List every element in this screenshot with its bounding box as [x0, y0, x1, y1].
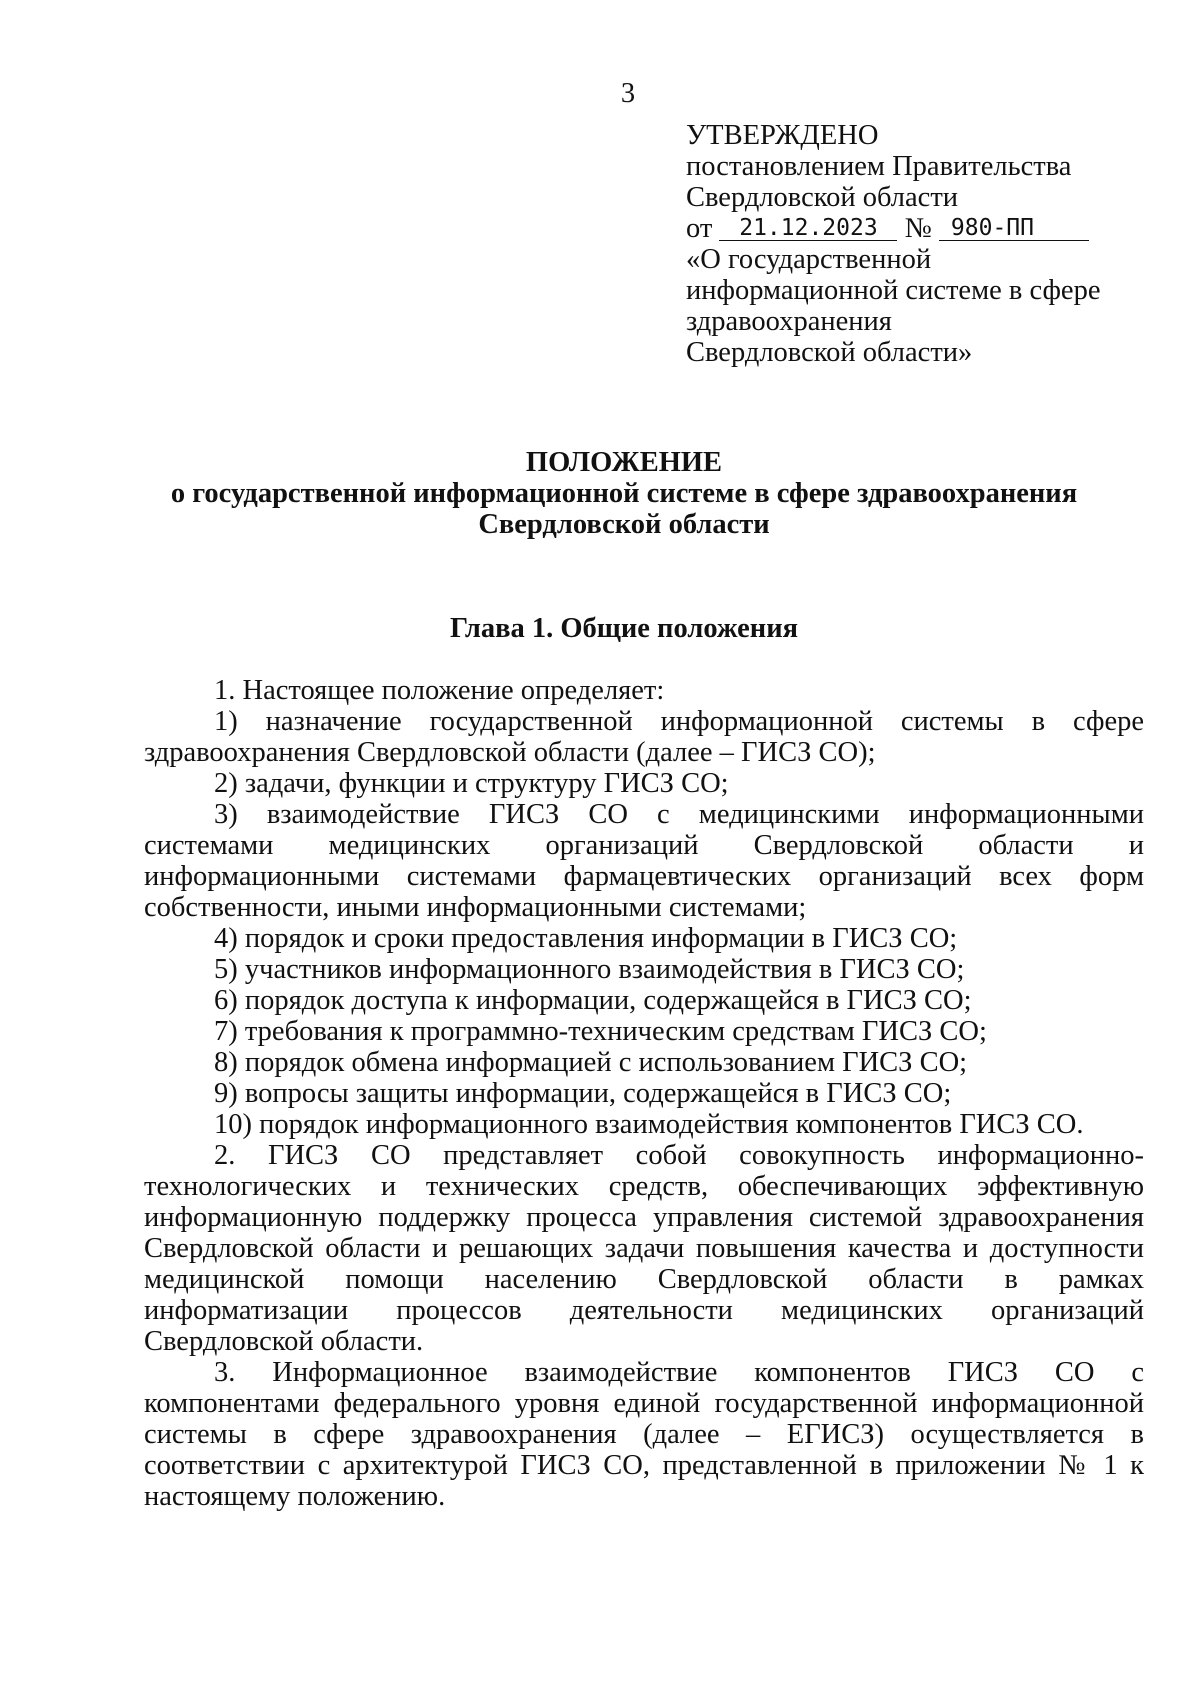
- approval-line: Свердловской области: [686, 182, 959, 213]
- approval-subject-line: Свердловской области»: [686, 337, 973, 368]
- number-prefix: №: [904, 213, 932, 244]
- list-item: 6) порядок доступа к информации, содержащейся в ГИСЗ СО;: [214, 985, 972, 1016]
- title-main: ПОЛОЖЕНИЕ: [525, 447, 723, 478]
- list-item: 5) участников информационного взаимодействия в ГИСЗ СО;: [214, 954, 965, 985]
- list-item: 7) требования к программно-техническим средствам ГИСЗ СО;: [214, 1016, 987, 1047]
- list-item: 8) порядок обмена информацией с использованием ГИСЗ СО;: [214, 1047, 968, 1078]
- title-line: Свердловской области: [478, 509, 770, 540]
- document-title: [0, 447, 1200, 540]
- list-item: 4) порядок и сроки предоставления информации в ГИСЗ СО;: [214, 923, 958, 954]
- approval-subject-line: «О государственной: [686, 244, 932, 275]
- title-line: о государственной информационной системе в сфере здравоохранения: [170, 478, 1078, 509]
- list-item: 10) порядок информационного взаимодействия компонентов ГИСЗ СО.: [214, 1109, 1084, 1140]
- document-body: [144, 675, 1144, 1512]
- approval-subject-line: здравоохранения: [686, 306, 892, 337]
- paragraph: 3. Информационное взаимодействие компонентов ГИСЗ СО с компонентами федерального уровня единой государственной информационной системы в сфере здравоохранения (далее – ЕГИСЗ) осуществляется в соответствии с архитектурой ГИСЗ СО, представленной в приложении № 1 к настоящему положению.: [144, 1357, 1144, 1512]
- page-number: 3: [620, 78, 636, 109]
- list-item: 3) взаимодействие ГИСЗ СО с медицинскими информационными системами медицинских организаций Свердловской области и информационными системами фармацевтических организаций всех форм собственности, иными информационными системами;: [144, 799, 1144, 923]
- date-prefix: от: [686, 213, 713, 244]
- approval-block: [686, 120, 1156, 368]
- chapter-title: Глава 1. Общие положения: [449, 613, 799, 644]
- list-item: 1) назначение государственной информационной системы в сфере здравоохранения Свердловской области (далее – ГИСЗ СО);: [144, 706, 1144, 768]
- approval-heading: УТВЕРЖДЕНО: [686, 120, 879, 151]
- list-item: 9) вопросы защиты информации, содержащейся в ГИСЗ СО;: [214, 1078, 952, 1109]
- approval-number: 980-ПП: [939, 216, 1089, 241]
- approval-line: постановлением Правительства: [686, 151, 1072, 182]
- approval-subject-line: информационной системе в сфере: [686, 275, 1101, 306]
- approval-date-line: [686, 213, 1156, 244]
- paragraph: 2. ГИСЗ СО представляет собой совокупность информационно-технологических и технических средств, обеспечивающих эффективную информационную поддержку процесса управления системой здравоохранения Свердловской области и решающих задачи повышения качества и доступности медицинской помощи населению Свердловской области в рамках информатизации процессов деятельности медицинских организаций Свердловской области.: [144, 1140, 1144, 1357]
- approval-date: 21.12.2023: [719, 216, 897, 241]
- chapter-heading: [0, 613, 1200, 644]
- paragraph: 1. Настоящее положение определяет:: [214, 675, 665, 706]
- list-item: 2) задачи, функции и структуру ГИСЗ СО;: [214, 768, 729, 799]
